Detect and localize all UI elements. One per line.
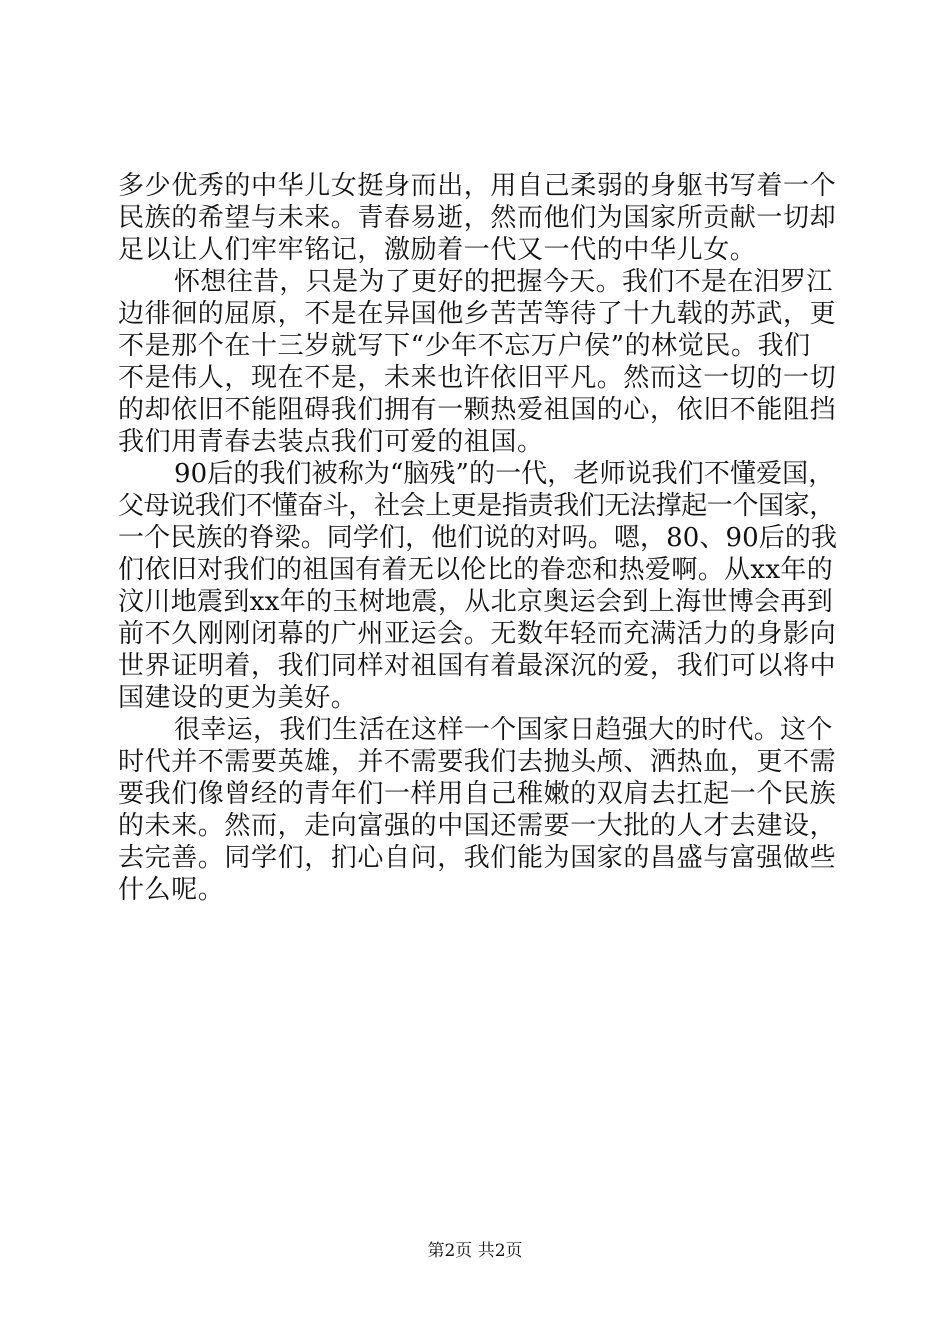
page-footer: 第2页 共2页 <box>427 1241 523 1261</box>
text-line: 什么呢。 <box>118 875 225 905</box>
text-line: 多少优秀的中华儿女挺身而出，用自己柔弱的身躯书写着一个 <box>118 171 837 201</box>
text-line: 父母说我们不懂奋斗，社会上更是指责我们无法撑起一个国家， <box>118 491 835 521</box>
text-line: 怀想往昔，只是为了更好的把握今天。我们不是在汨罗江 <box>174 267 833 297</box>
body-text <box>118 170 838 906</box>
text-line: 不是伟人，现在不是，未来也许依旧平凡。然而这一切的一切 <box>118 363 837 393</box>
text-line: 足以让人们牢牢铭记，激励着一代又一代的中华儿女。 <box>118 235 757 265</box>
text-line: 的未来。然而，走向富强的中国还需要一大批的人才去建设， <box>118 811 837 841</box>
text-line: 世界证明着，我们同样对祖国有着最深沉的爱，我们可以将中 <box>118 651 837 681</box>
text-line: 汶川地震到xx年的玉树地震，从北京奥运会到上海世博会再到 <box>118 587 834 617</box>
text-line: 们依旧对我们的祖国有着无以伦比的眷恋和热爱啊。从xx年的 <box>118 555 834 585</box>
text-line: 我们用青春去装点我们可爱的祖国。 <box>118 427 544 457</box>
text-line: 国建设的更为美好。 <box>118 683 358 713</box>
text-line: 很幸运，我们生活在这样一个国家日趋强大的时代。这个 <box>174 715 833 745</box>
text-line: 边徘徊的屈原，不是在异国他乡苦苦等待了十九载的苏武，更 <box>118 299 837 329</box>
text-line: 民族的希望与未来。青春易逝，然而他们为国家所贡献一切却 <box>118 203 837 233</box>
text-line: 一个民族的脊梁。同学们，他们说的对吗。嗯，80、90后的我 <box>118 523 838 553</box>
text-line: 的却依旧不能阻碍我们拥有一颗热爱祖国的心，依旧不能阻挡 <box>118 395 837 425</box>
text-line: 要我们像曾经的青年们一样用自己稚嫩的双肩去扛起一个民族 <box>118 779 837 809</box>
text-line: 前不久刚刚闭幕的广州亚运会。无数年轻而充满活力的身影向 <box>118 619 837 649</box>
text-line: 90后的我们被称为“脑残”的一代，老师说我们不懂爱国， <box>174 459 835 489</box>
text-line: 不是那个在十三岁就写下“少年不忘万户侯”的林觉民。我们 <box>118 331 811 361</box>
text-line: 去完善。同学们，扪心自问，我们能为国家的昌盛与富强做些 <box>118 843 837 873</box>
text-line: 时代并不需要英雄，并不需要我们去抛头颅、洒热血，更不需 <box>118 747 837 777</box>
